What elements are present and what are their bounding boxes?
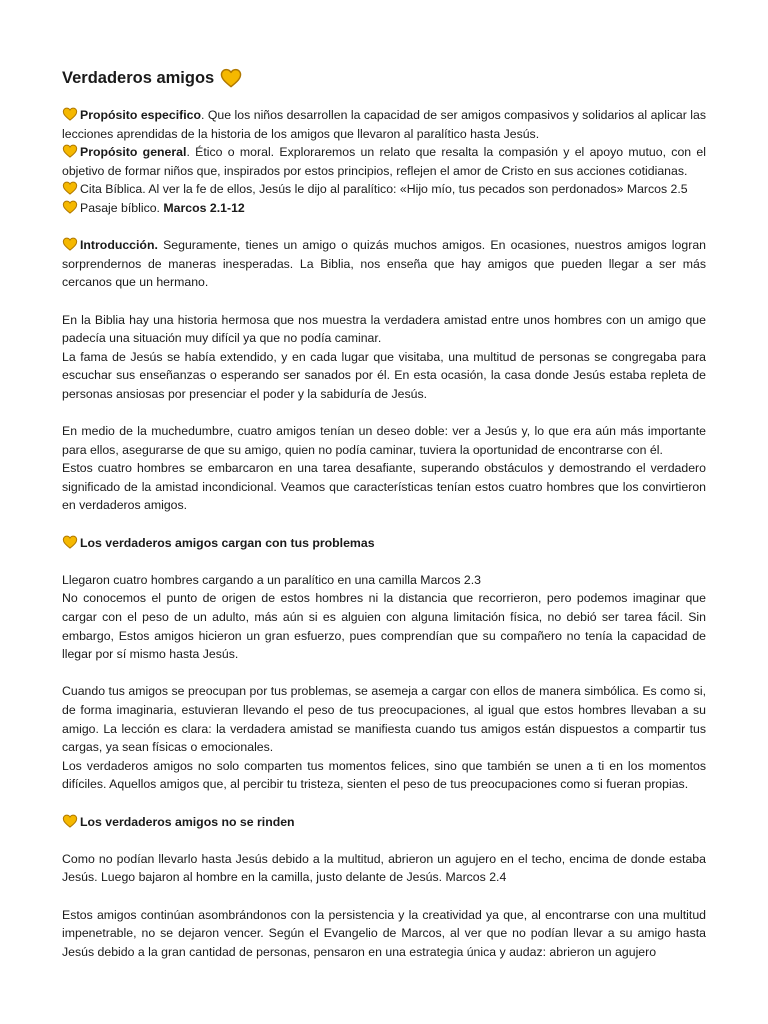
yellow-heart-icon	[62, 200, 78, 214]
yellow-heart-icon	[62, 237, 78, 251]
proposito-especifico-text: . Que los niños desarrollen la capacidad de ser amigos compasivos y solidarios al aplicar las lecciones aprendidas de la historia de los amigos que llevaron al paralítico hasta Jesús.	[62, 108, 706, 141]
section-heading	[62, 534, 706, 553]
cita-biblica	[62, 180, 706, 199]
proposito-general	[62, 143, 706, 180]
pasaje-biblico-ref: Marcos 2.1-12	[163, 200, 245, 215]
section-heading-text: Los verdaderos amigos no se rinden	[80, 814, 295, 829]
section-heading	[62, 813, 706, 832]
cita-biblica-text: Cita Bíblica. Al ver la fe de ellos, Jesús le dijo al paralítico: «Hijo mío, tus pecados son perdonados» Marcos 2.5	[80, 182, 688, 197]
paragraph: Como no podían llevarlo hasta Jesús debido a la multitud, abrieron un agujero en el techo, encima de donde estaba Jesús. Luego bajaron al hombre en la camilla, justo delante de Jesús. Marcos 2.4	[62, 851, 706, 885]
yellow-heart-icon	[62, 814, 78, 828]
yellow-heart-icon	[220, 68, 242, 88]
proposito-general-label: Propósito general	[80, 145, 187, 160]
paragraph: Cuando tus amigos se preocupan por tus problemas, se asemeja a cargar con ellos de manera simbólica. Es como si, de forma imaginaria, estuvieran llevando el peso de tus preocupaciones, al igual que estos hombres llevaban a su amigo. La lección es clara: la verdadera amistad se manifiesta cuando tus amigos están dispuestos a compartir tus cargas, ya sean físicas o emocionales.	[62, 684, 706, 755]
paragraph: La fama de Jesús se había extendido, y en cada lugar que visitaba, una multitud de personas se congregaba para escuchar sus enseñanzas o esperando ser sanados por él. En esta ocasión, la casa donde Jesús estaba repleta de personas ansiosas por presenciar el poder y la sabiduría de Jesús.	[62, 349, 706, 401]
document-title	[62, 66, 706, 90]
title-text: Verdaderos amigos	[62, 69, 215, 87]
pasaje-biblico-label: Pasaje bíblico.	[80, 200, 164, 215]
pasaje-biblico	[62, 199, 706, 218]
paragraph: Estos amigos continúan asombrándonos con la persistencia y la creatividad ya que, al encontrarse con una multitud impenetrable, no se dejaron vencer. Según el Evangelio de Marcos, al ver que no podían llevar a su amigo hasta Jesús debido a la gran cantidad de personas, pensaron en una estrategia única y audaz: abrieron un agujero	[62, 907, 706, 959]
yellow-heart-icon	[62, 181, 78, 195]
paragraph: Los verdaderos amigos no solo comparten tus momentos felices, sino que también se unen a ti en los momentos difíciles. Aquellos amigos que, al percibir tu tristeza, sienten el peso de tus preocupaciones como si fueran propias.	[62, 758, 706, 792]
yellow-heart-icon	[62, 107, 78, 121]
section-heading-text: Los verdaderos amigos cargan con tus problemas	[80, 535, 375, 550]
paragraph: Llegaron cuatro hombres cargando a un paralítico en una camilla Marcos 2.3	[62, 572, 482, 587]
paragraph: En la Biblia hay una historia hermosa que nos muestra la verdadera amistad entre unos hombres con un amigo que padecía una situación muy difícil ya que no podía caminar.	[62, 312, 706, 346]
introduccion-label: Introducción.	[80, 238, 158, 253]
proposito-general-text: . Ético o moral. Exploraremos un relato que resalta la compasión y el apoyo mutuo, con el objetivo de formar niños que, inspirados por estos principios, reflejen el amor de Cristo en sus acciones cotidianas.	[62, 145, 706, 178]
proposito-especifico	[62, 106, 706, 143]
yellow-heart-icon	[62, 535, 78, 549]
paragraph: Estos cuatro hombres se embarcaron en una tarea desafiante, superando obstáculos y demostrando el verdadero significado de la amistad incondicional. Veamos que características tenían estos cuatro hombres que los convirtieron en verdaderos amigos.	[62, 461, 706, 513]
proposito-especifico-label: Propósito especifico	[80, 108, 201, 122]
introduccion	[62, 236, 706, 292]
paragraph: En medio de la muchedumbre, cuatro amigos tenían un deseo doble: ver a Jesús y, lo que era aún más importante para ellos, asegurarse de que su amigo, quien no podía caminar, tuviera la oportunidad de encontrarse con él.	[62, 424, 706, 457]
introduccion-text: Seguramente, tienes un amigo o quizás muchos amigos. En ocasiones, nuestros amigos logran sorprendernos de maneras inesperadas. La Biblia, nos enseña que hay amigos que pueden llegar a ser más cercanos que un hermano.	[62, 238, 706, 290]
paragraph: No conocemos el punto de origen de estos hombres ni la distancia que recorrieron, pero podemos imaginar que cargar con el peso de un adulto, más aún si es alguien con alguna limitación física, no debió ser tarea fácil. Sin embargo, Estos amigos hicieron un gran esfuerzo, pues comprendían que su compañero no tenía la capacidad de llegar por sí mismo hasta Jesús.	[62, 591, 706, 662]
yellow-heart-icon	[62, 144, 78, 158]
